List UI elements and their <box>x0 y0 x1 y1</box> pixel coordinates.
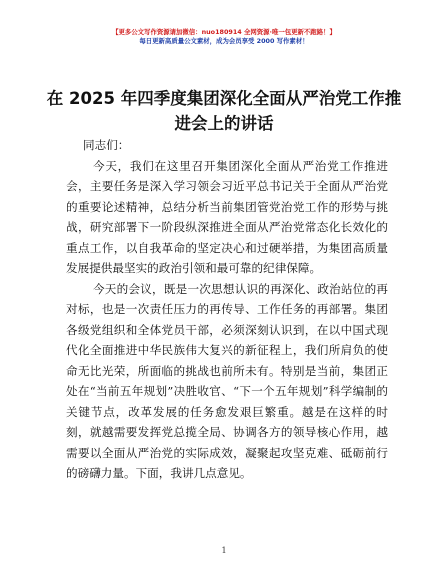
promo-banner <box>0 28 448 46</box>
page-number: 1 <box>221 546 227 555</box>
document-body <box>66 135 388 484</box>
paragraph-1: 今天，我们在这里召开集团深化全面从严治党工作推进会，主要任务是深入学习领会习近平总书记关于全面从严治党的重要论述精神，总结分析当前集团管党治党工作的形势与挑战，研究部署下一阶段纵深推进全面从严治党常态化长效化的重点工作，以自我革命的坚定决心和过硬举措，为集团高质量发展提供最坚实的政治引领和最可靠的纪律保障。 <box>66 158 388 275</box>
salutation: 同志们： <box>83 138 130 152</box>
promo-banner-line-1: 【更多公文写作资源请加微信：nuo180914 全网资源·唯一包更新不跑路！】 <box>112 28 336 36</box>
document-title: 在 2025 年四季度集团深化全面从严治党工作推进会上的讲话 <box>46 89 402 133</box>
paragraph-2: 今天的会议，既是一次思想认识的再深化、政治站位的再对标，也是一次责任压力的再传导、工作任务的再部署。集团各级党组织和全体党员干部，必须深刻认识到，在以中国式现代化全面推进中华民族伟大复兴的新征程上，我们所肩负的使命无比光荣，所面临的挑战也前所未有。特别是当前，集团正处在“当前五年规划”决胜收官、“下一个五年规划”科学编制的关键节点，改革发展的任务愈发艰巨繁重。越是在这样的时刻，就越需要发挥党总揽全局、协调各方的领导核心作用，越需要以全面从严治党的实际成效，凝聚起攻坚克难、砥砺前行的磅礴力量。下面，我讲几点意见。 <box>66 281 388 480</box>
promo-banner-line-2: 每日更新高质量公文素材，成为会员享受 2000 写作素材！ <box>139 37 309 45</box>
